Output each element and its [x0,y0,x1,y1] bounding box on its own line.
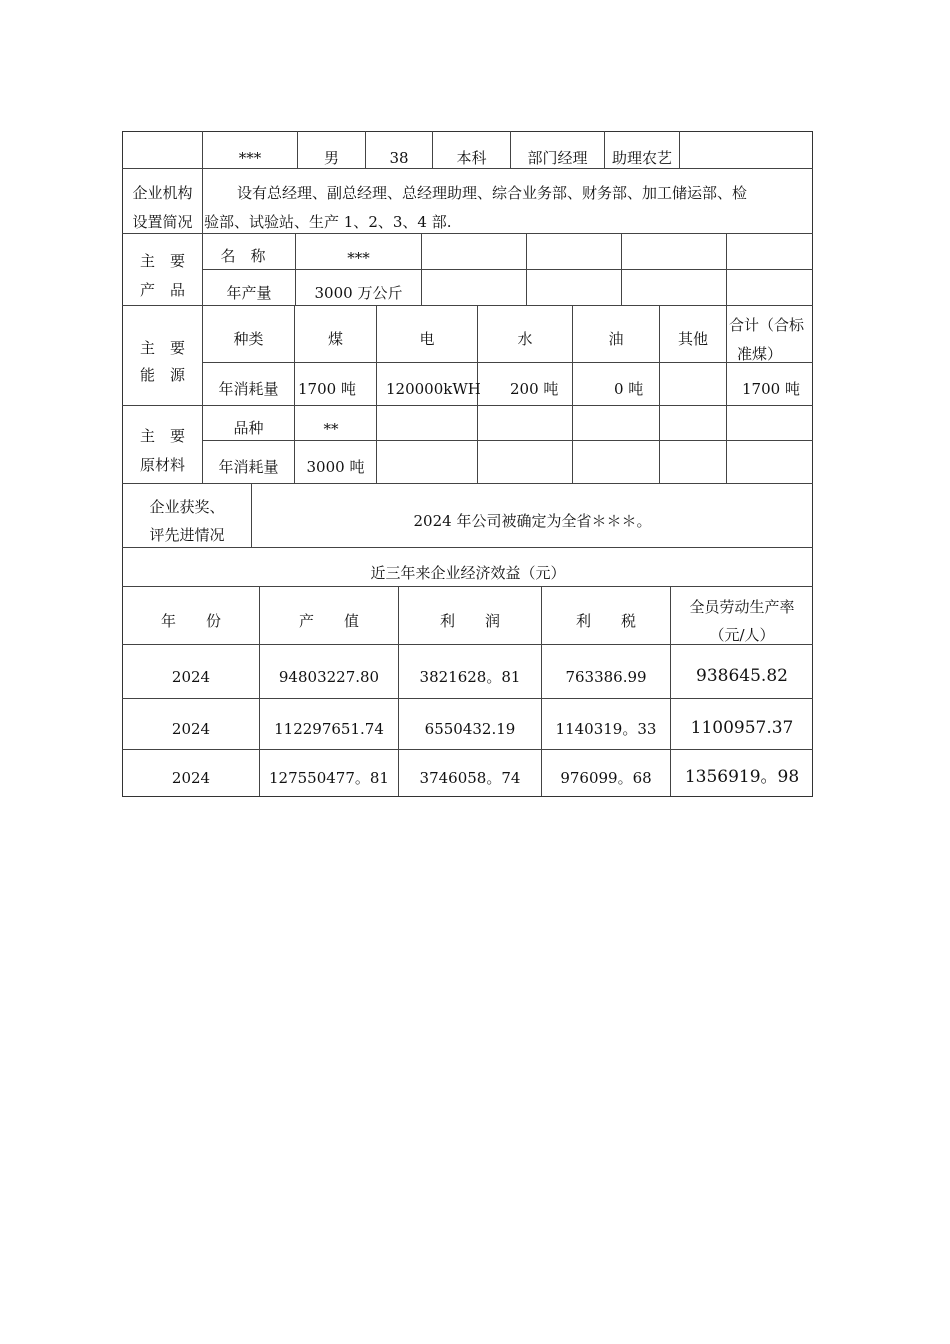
awards-text: 2024 年公司被确定为全省＊＊＊。 [413,512,652,530]
energy-oil-value: 0 吨 [614,380,644,398]
energy-water-value: 200 吨 [510,380,559,398]
energy-label-line1: 主 要 [139,339,185,357]
row-divider [202,269,813,270]
person-title: 助理农艺 [611,149,672,167]
energy-header-water: 水 [517,330,533,348]
energy-header-coal: 煤 [327,330,343,348]
org-setup-text-line2: 验部、试验站、生产 1、2、3、4 部. [204,213,452,231]
benefits-row3-year: 2024 [171,769,211,787]
person-education: 本科 [456,149,487,167]
materials-label-line2: 原材料 [139,456,185,474]
products-label-line2: 产 品 [139,281,185,299]
person-name: *** [238,149,262,167]
col-divider [679,131,680,168]
row-divider [122,547,813,548]
row-divider [122,168,813,169]
energy-coal-value: 1700 吨 [298,380,356,398]
benefits-row1-productivity: 938645.82 [696,666,788,686]
energy-electricity-value: 120000kWH [386,380,481,398]
benefits-header-profit: 利 润 [439,612,500,630]
materials-consumption-label: 年消耗量 [218,458,279,476]
benefits-row3-output: 127550477。81 [269,769,389,787]
person-age: 38 [389,149,409,167]
benefits-row2-profit: 6550432.19 [424,720,516,738]
org-setup-label-line1: 企业机构 [132,184,193,202]
benefits-row1-tax: 763386.99 [565,668,647,686]
benefits-header-tax: 利 税 [575,612,636,630]
org-setup-text-line1: 设有总经理、副总经理、总经理助理、综合业务部、财务部、加工储运部、检 [237,184,748,202]
energy-label-line2: 能 源 [139,366,185,384]
benefits-row3-profit: 3746058。74 [419,769,521,787]
benefits-row1-profit: 3821628。81 [419,668,521,686]
benefits-row2-productivity: 1100957.37 [690,718,794,738]
person-gender: 男 [323,149,339,167]
row-divider [122,586,813,587]
col-divider [421,233,422,305]
benefits-header-productivity-line2: （元/人） [709,626,775,644]
benefits-row1-year: 2024 [171,668,211,686]
energy-header-type: 种类 [233,330,264,348]
energy-header-other: 其他 [677,330,708,348]
benefits-header-output: 产 值 [298,612,359,630]
energy-header-electricity: 电 [419,330,435,348]
col-divider [726,233,727,305]
products-label-line1: 主 要 [139,252,185,270]
row-divider [122,405,813,406]
col-divider [621,233,622,305]
products-name-label: 名 称 [220,247,266,265]
benefits-header-productivity-line1: 全员劳动生产率 [689,598,795,616]
person-position: 部门经理 [527,149,588,167]
energy-header-oil: 油 [608,330,624,348]
row-divider [122,233,813,234]
col-divider [670,586,671,796]
energy-header-total-line1: 合计（合标 [729,316,805,334]
col-divider [726,305,727,483]
materials-consumption-value: 3000 吨 [306,458,365,476]
benefits-header-year: 年 份 [160,612,221,630]
benefits-row2-tax: 1140319。33 [555,720,657,738]
row-divider [122,749,813,750]
materials-label-line1: 主 要 [139,427,185,445]
row-divider [122,305,813,306]
materials-variety-label: 品种 [233,419,264,437]
energy-header-total-line2: 准煤） [737,345,783,363]
awards-label-line1: 企业获奖、 [149,498,225,516]
col-divider [526,233,527,305]
org-setup-label-line2: 设置简况 [132,213,193,231]
products-output-value: 3000 万公斤 [314,284,403,302]
benefits-title: 近三年来企业经济效益（元） [370,564,566,582]
benefits-row3-productivity: 1356919。98 [684,767,800,787]
materials-variety-value: ** [323,420,339,438]
benefits-row2-year: 2024 [171,720,211,738]
products-output-label: 年产量 [226,284,272,302]
products-name-value: *** [347,249,370,267]
energy-consumption-label: 年消耗量 [218,380,279,398]
row-divider [122,698,813,699]
awards-label-line2: 评先进情况 [149,526,225,544]
benefits-row3-tax: 976099。68 [560,769,652,787]
benefits-row1-output: 94803227.80 [278,668,380,686]
benefits-row2-output: 112297651.74 [274,720,384,738]
energy-total-value: 1700 吨 [742,380,800,398]
row-divider [122,483,813,484]
